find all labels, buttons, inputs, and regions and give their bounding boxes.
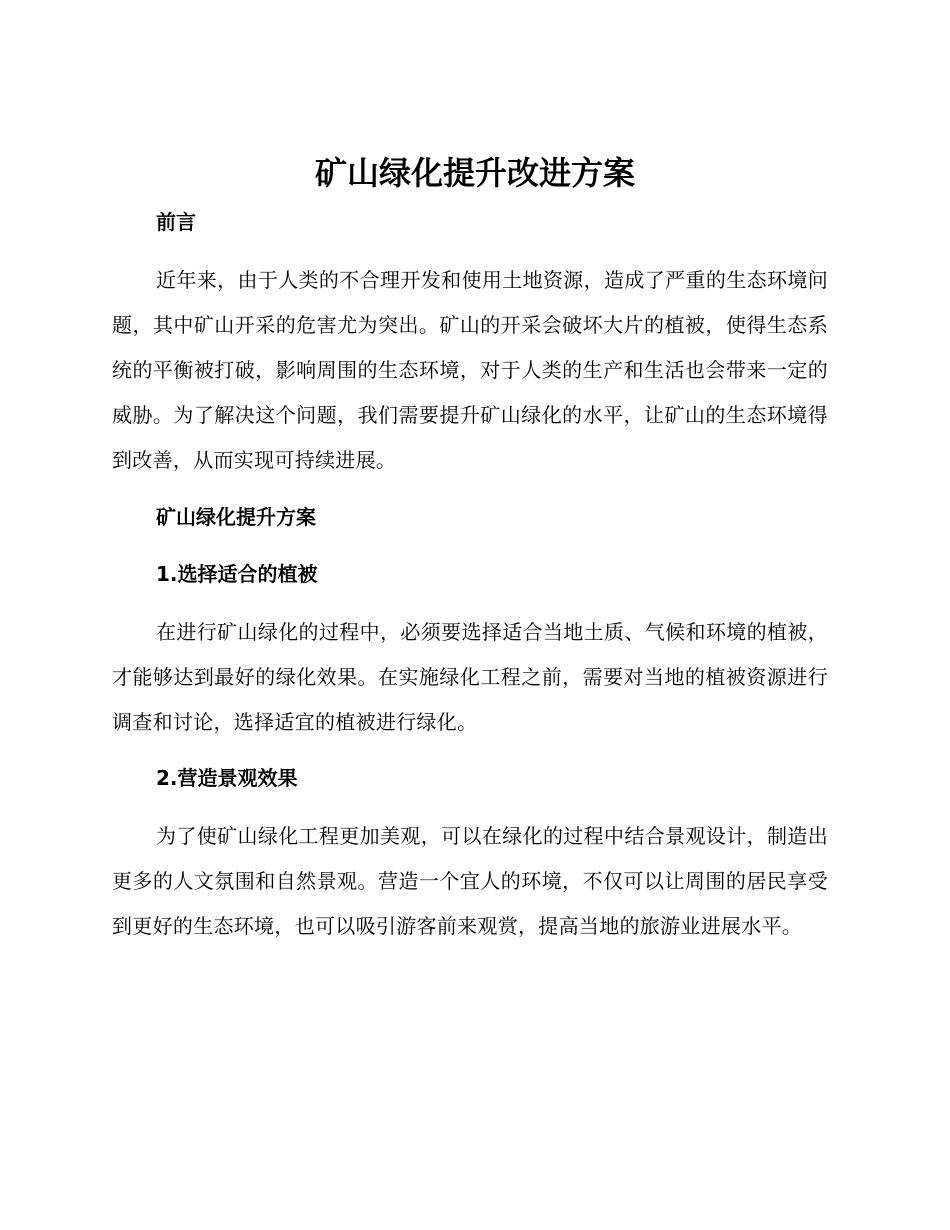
section-heading-plan: 矿山绿化提升方案 [156,505,316,529]
subsection-heading-1: 1.选择适合的植被 [156,562,318,586]
document-title: 矿山绿化提升改进方案 [314,154,635,192]
subsection-heading-2: 2.营造景观效果 [156,766,298,790]
paragraph-preface: 近年来，由于人类的不合理开发和使用土地资源，造成了严重的生态环境问题，其中矿山开采的危害尤为突出。矿山的开采会破坏大片的植被，使得生态系统的平衡被打破，影响周围的生态环境，对于人类的生产和生活也会带来一定的威胁。为了解决这个问题，我们需要提升矿山绿化的水平，让矿山的生态环境得到改善，从而实现可持续进展。 [112,268,828,472]
section-heading-preface: 前言 [156,210,196,234]
paragraph-item-1: 在进行矿山绿化的过程中，必须要选择适合当地土质、气候和环境的植被，才能够达到最好的绿化效果。在实施绿化工程之前，需要对当地的植被资源进行调查和讨论，选择适宜的植被进行绿化。 [112,620,828,734]
paragraph-item-2: 为了使矿山绿化工程更加美观，可以在绿化的过程中结合景观设计，制造出更多的人文氛围和自然景观。营造一个宜人的环境，不仅可以让周围的居民享受到更好的生态环境，也可以吸引游客前来观赏，提高当地的旅游业进展水平。 [112,824,828,938]
